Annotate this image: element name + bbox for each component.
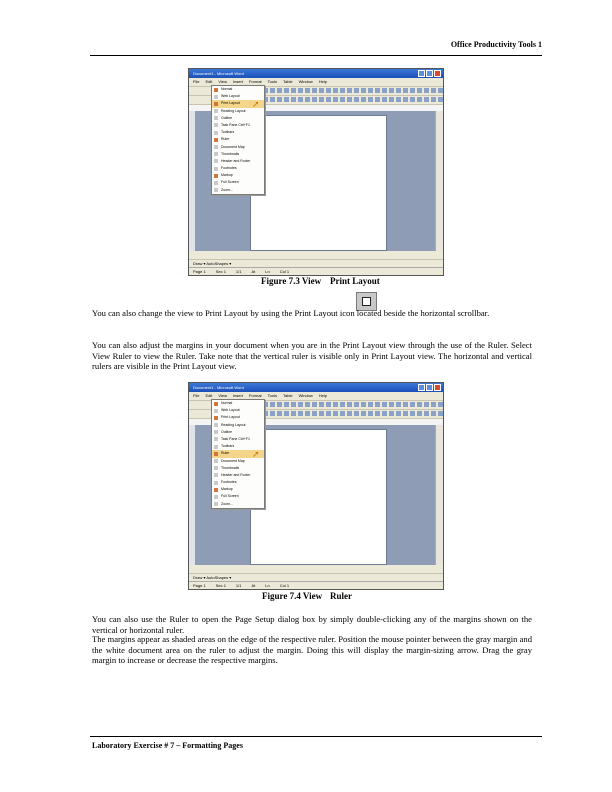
toolbar-icon[interactable] [410, 88, 415, 93]
toolbar-icon[interactable] [270, 411, 275, 416]
word-screenshot-ruler-menu [188, 382, 444, 590]
view-menu-item[interactable]: Outline [212, 429, 264, 436]
toolbar-icon[interactable] [375, 411, 380, 416]
view-menu-item[interactable]: Thumbnails [212, 465, 264, 472]
document-page[interactable] [250, 115, 387, 251]
toolbar-icon[interactable] [277, 88, 282, 93]
toolbar-icon[interactable] [382, 411, 387, 416]
menu-window[interactable]: Window [298, 79, 313, 84]
toolbar-icon[interactable] [431, 411, 436, 416]
vertical-ruler [189, 425, 195, 565]
status-field: At [251, 583, 256, 588]
toolbar-icon[interactable] [361, 402, 366, 407]
view-menu-item[interactable]: Reading Layout [212, 108, 264, 115]
maximize-button[interactable] [426, 384, 433, 391]
toolbar-icon[interactable] [403, 411, 408, 416]
toolbar-icon[interactable] [361, 97, 366, 102]
menu-insert[interactable]: Insert [232, 393, 243, 398]
view-menu-item[interactable]: Header and Footer [212, 158, 264, 165]
toolbar-icon[interactable] [298, 97, 303, 102]
toolbar-icon[interactable] [424, 97, 429, 102]
paragraph-margins: The margins appear as shaded areas on the edge of the respective ruler. Position the mouse pointer between the gray margin and the white document area on the ruler to adjust the margin. Doing this will display the margin-sizing arrow. Drag the gray margin to increase or decrease the respective margins. [92, 634, 532, 665]
figure-caption-title: Ruler [330, 591, 352, 601]
toolbar-icon[interactable] [438, 97, 443, 102]
status-field: 1/1 [235, 583, 242, 588]
toolbar-icon[interactable] [382, 88, 387, 93]
toolbar-icon[interactable] [396, 402, 401, 407]
toolbar-icon[interactable] [417, 411, 422, 416]
toolbar-icon[interactable] [305, 88, 310, 93]
toolbar-icon[interactable] [438, 402, 443, 407]
toolbar-icon[interactable] [326, 97, 331, 102]
drawing-toolbar: Draw ▾ AutoShapes ▾ [189, 573, 443, 582]
toolbar-icon[interactable] [354, 97, 359, 102]
toolbar-icon[interactable] [284, 402, 289, 407]
menu-format[interactable]: Format [248, 393, 262, 398]
toolbar-icon[interactable] [410, 402, 415, 407]
status-field: Ln [265, 583, 270, 588]
toolbar-icon[interactable] [375, 402, 380, 407]
minimize-button[interactable] [418, 70, 425, 77]
figure-caption-title: Print Layout [330, 276, 380, 286]
toolbar-icon[interactable] [347, 88, 352, 93]
toolbar-icon[interactable] [403, 88, 408, 93]
menu-window[interactable]: Window [298, 393, 313, 398]
toolbar-icon[interactable] [431, 402, 436, 407]
toolbar-icon[interactable] [291, 411, 296, 416]
view-menu-item[interactable]: Reading Layout [212, 422, 264, 429]
toolbar-icon[interactable] [361, 88, 366, 93]
toolbar-icon[interactable] [368, 411, 373, 416]
vertical-scrollbar[interactable] [435, 425, 443, 565]
paragraph-ruler-intro: You can also adjust the margins in your document when you are in the Print Layout view through the use of the Ruler. Select View Ruler to view the Ruler. Take note that the vertical ruler is visible only in Print Layout view. The horizontal and vertical rulers are visible in the Print Layout view. [92, 340, 532, 371]
toolbar-icon[interactable] [277, 411, 282, 416]
toolbar-icon[interactable] [410, 411, 415, 416]
window-buttons [418, 70, 441, 77]
view-menu-item[interactable]: Outline [212, 115, 264, 122]
view-menu-item[interactable]: Markup [212, 486, 264, 493]
toolbar-icon[interactable] [298, 88, 303, 93]
view-menu-item[interactable]: Document Map [212, 144, 264, 151]
mouse-pointer-icon: ➚ [252, 449, 260, 460]
close-button[interactable] [434, 384, 441, 391]
toolbar-icon[interactable] [396, 411, 401, 416]
minimize-button[interactable] [418, 384, 425, 391]
toolbar-icon[interactable] [361, 411, 366, 416]
toolbar-icon[interactable] [389, 88, 394, 93]
toolbar-icon[interactable] [270, 97, 275, 102]
toolbar-icon[interactable] [389, 411, 394, 416]
window-titlebar [189, 69, 443, 78]
view-menu-item[interactable]: Print Layout [212, 414, 264, 421]
toolbar-icon[interactable] [368, 88, 373, 93]
view-menu-item[interactable]: Zoom... [212, 187, 264, 194]
drawing-toolbar: Draw ▾ AutoShapes ▾ [189, 259, 443, 268]
menu-table[interactable]: Table [283, 79, 293, 84]
toolbar-icon[interactable] [333, 402, 338, 407]
close-button[interactable] [434, 70, 441, 77]
toolbar-icon[interactable] [382, 97, 387, 102]
status-bar [189, 581, 443, 589]
view-menu-item[interactable]: Print Layout [212, 100, 264, 107]
toolbar-icon[interactable] [431, 88, 436, 93]
toolbar-icon[interactable] [291, 88, 296, 93]
toolbar-icon[interactable] [291, 402, 296, 407]
vertical-scrollbar[interactable] [435, 111, 443, 251]
view-menu-item[interactable]: Web Layout [212, 407, 264, 414]
window-buttons [418, 384, 441, 391]
toolbar-icon[interactable] [326, 411, 331, 416]
toolbar-icon[interactable] [340, 97, 345, 102]
toolbar-icon[interactable] [396, 97, 401, 102]
menu-help[interactable]: Help [318, 393, 328, 398]
running-header: Office Productivity Tools 1 [450, 40, 542, 49]
status-field: Sec 1 [215, 583, 226, 588]
view-menu-item[interactable]: Thumbnails [212, 151, 264, 158]
toolbar-icon[interactable] [403, 402, 408, 407]
toolbar-icon[interactable] [347, 411, 352, 416]
view-menu-item[interactable]: Zoom... [212, 501, 264, 508]
running-footer: Laboratory Exercise # 7 – Formatting Pages [92, 741, 243, 750]
status-field: Col 1 [279, 583, 290, 588]
window-title: Document1 - Microsoft Word [193, 385, 244, 390]
toolbar-icon[interactable] [403, 97, 408, 102]
toolbar-icon[interactable] [319, 97, 324, 102]
toolbar-icon[interactable] [340, 402, 345, 407]
menu-view[interactable]: View [218, 79, 227, 84]
view-menu-item[interactable]: Web Layout [212, 93, 264, 100]
mouse-pointer-icon: ➚ [252, 99, 260, 110]
view-menu-item[interactable]: Normal [212, 400, 264, 407]
toolbar-icon[interactable] [424, 88, 429, 93]
toolbar-icon[interactable] [270, 402, 275, 407]
menu-tools[interactable]: Tools [267, 393, 277, 398]
toolbar-icon[interactable] [326, 88, 331, 93]
toolbar-icon[interactable] [284, 97, 289, 102]
toolbar-icon[interactable] [291, 97, 296, 102]
view-menu-item[interactable]: Toolbars [212, 129, 264, 136]
view-menu-item[interactable]: Full Screen [212, 493, 264, 500]
toolbar-icon[interactable] [347, 97, 352, 102]
view-menu-item[interactable]: Header and Footer [212, 472, 264, 479]
toolbar-icon[interactable] [270, 88, 275, 93]
view-menu-item[interactable]: Toolbars [212, 443, 264, 450]
header-rule [90, 55, 542, 56]
toolbar-icon[interactable] [319, 411, 324, 416]
view-menu-item[interactable]: Footnotes [212, 165, 264, 172]
document-page[interactable] [250, 429, 387, 565]
toolbar-icon[interactable] [277, 402, 282, 407]
toolbar-icon[interactable] [347, 402, 352, 407]
toolbar-icon[interactable] [375, 97, 380, 102]
status-field: Ln [265, 269, 270, 274]
toolbar-icon[interactable] [284, 88, 289, 93]
toolbar-icon[interactable] [312, 411, 317, 416]
figure-caption-label: Figure 7.4 View [262, 591, 323, 601]
menu-help[interactable]: Help [318, 79, 328, 84]
view-menu-item[interactable]: Markup [212, 172, 264, 179]
toolbar-icon[interactable] [284, 411, 289, 416]
toolbar-icon[interactable] [424, 411, 429, 416]
status-field: 1/1 [235, 269, 242, 274]
toolbar-icon[interactable] [277, 97, 282, 102]
window-title: Document1 - Microsoft Word [193, 71, 244, 76]
status-bar [189, 267, 443, 275]
toolbar-icon[interactable] [417, 402, 422, 407]
toolbar-icon[interactable] [340, 411, 345, 416]
toolbar-icon[interactable] [333, 411, 338, 416]
toolbar-icon[interactable] [417, 97, 422, 102]
paragraph-page-setup: You can also use the Ruler to open the Page Setup dialog box by simply double-clicking any of the margins shown on the vertical or horizontal ruler. [92, 614, 532, 635]
view-menu-item[interactable]: Ruler [212, 136, 264, 143]
toolbar-icon[interactable] [368, 97, 373, 102]
toolbar-icon[interactable] [389, 97, 394, 102]
toolbar-icon[interactable] [319, 402, 324, 407]
toolbar-icon[interactable] [298, 411, 303, 416]
toolbar-icon[interactable] [333, 97, 338, 102]
toolbar-icon[interactable] [298, 402, 303, 407]
status-field: Page 1 [193, 583, 206, 588]
toolbar-icon[interactable] [438, 88, 443, 93]
menu-file[interactable]: File [193, 393, 200, 398]
menu-file[interactable]: File [193, 79, 200, 84]
toolbar-icon[interactable] [305, 402, 310, 407]
view-menu-item[interactable]: Task Pane Ctrl+F1 [212, 122, 264, 129]
toolbar-icon[interactable] [312, 88, 317, 93]
toolbar-icon[interactable] [312, 97, 317, 102]
menu-insert[interactable]: Insert [232, 79, 243, 84]
view-menu-item[interactable]: Ruler [212, 450, 264, 457]
view-menu-item[interactable]: Full Screen [212, 179, 264, 186]
toolbar-icon[interactable] [340, 88, 345, 93]
toolbar-icon[interactable] [417, 88, 422, 93]
status-field: At [251, 269, 256, 274]
maximize-button[interactable] [426, 70, 433, 77]
toolbar-icon[interactable] [354, 402, 359, 407]
toolbar-icon[interactable] [396, 88, 401, 93]
menu-edit[interactable]: Edit [205, 393, 213, 398]
toolbar-icon[interactable] [389, 402, 394, 407]
toolbar-icon[interactable] [424, 402, 429, 407]
status-field: Col 1 [279, 269, 290, 274]
footer-rule [90, 736, 542, 737]
toolbar-icon[interactable] [438, 411, 443, 416]
toolbar-icon[interactable] [312, 402, 317, 407]
menu-tools[interactable]: Tools [267, 79, 277, 84]
toolbar-icon[interactable] [354, 88, 359, 93]
menu-edit[interactable]: Edit [205, 79, 213, 84]
status-field: Sec 1 [215, 269, 226, 274]
toolbar-icon[interactable] [410, 97, 415, 102]
word-screenshot-view-menu [188, 68, 444, 276]
toolbar-icon[interactable] [368, 402, 373, 407]
view-menu-item[interactable]: Task Pane Ctrl+F1 [212, 436, 264, 443]
menu-format[interactable]: Format [248, 79, 262, 84]
view-menu-item[interactable]: Document Map [212, 458, 264, 465]
toolbar-icon[interactable] [354, 411, 359, 416]
figure-caption-label: Figure 7.3 View [261, 276, 322, 286]
menu-view[interactable]: View [218, 393, 227, 398]
toolbar-icon[interactable] [431, 97, 436, 102]
menu-table[interactable]: Table [283, 393, 293, 398]
toolbar-icon[interactable] [305, 411, 310, 416]
toolbar-icon[interactable] [305, 97, 310, 102]
view-menu-item[interactable]: Normal [212, 86, 264, 93]
toolbar-icon[interactable] [326, 402, 331, 407]
toolbar-icon[interactable] [319, 88, 324, 93]
view-menu-item[interactable]: Footnotes [212, 479, 264, 486]
status-field: Page 1 [193, 269, 206, 274]
toolbar-icon[interactable] [333, 88, 338, 93]
toolbar-icon[interactable] [375, 88, 380, 93]
vertical-ruler [189, 111, 195, 251]
paragraph-print-layout: You can also change the view to Print Layout by using the Print Layout icon located beside the horizontal scrollbar. [92, 308, 490, 318]
window-titlebar [189, 383, 443, 392]
toolbar-icon[interactable] [382, 402, 387, 407]
